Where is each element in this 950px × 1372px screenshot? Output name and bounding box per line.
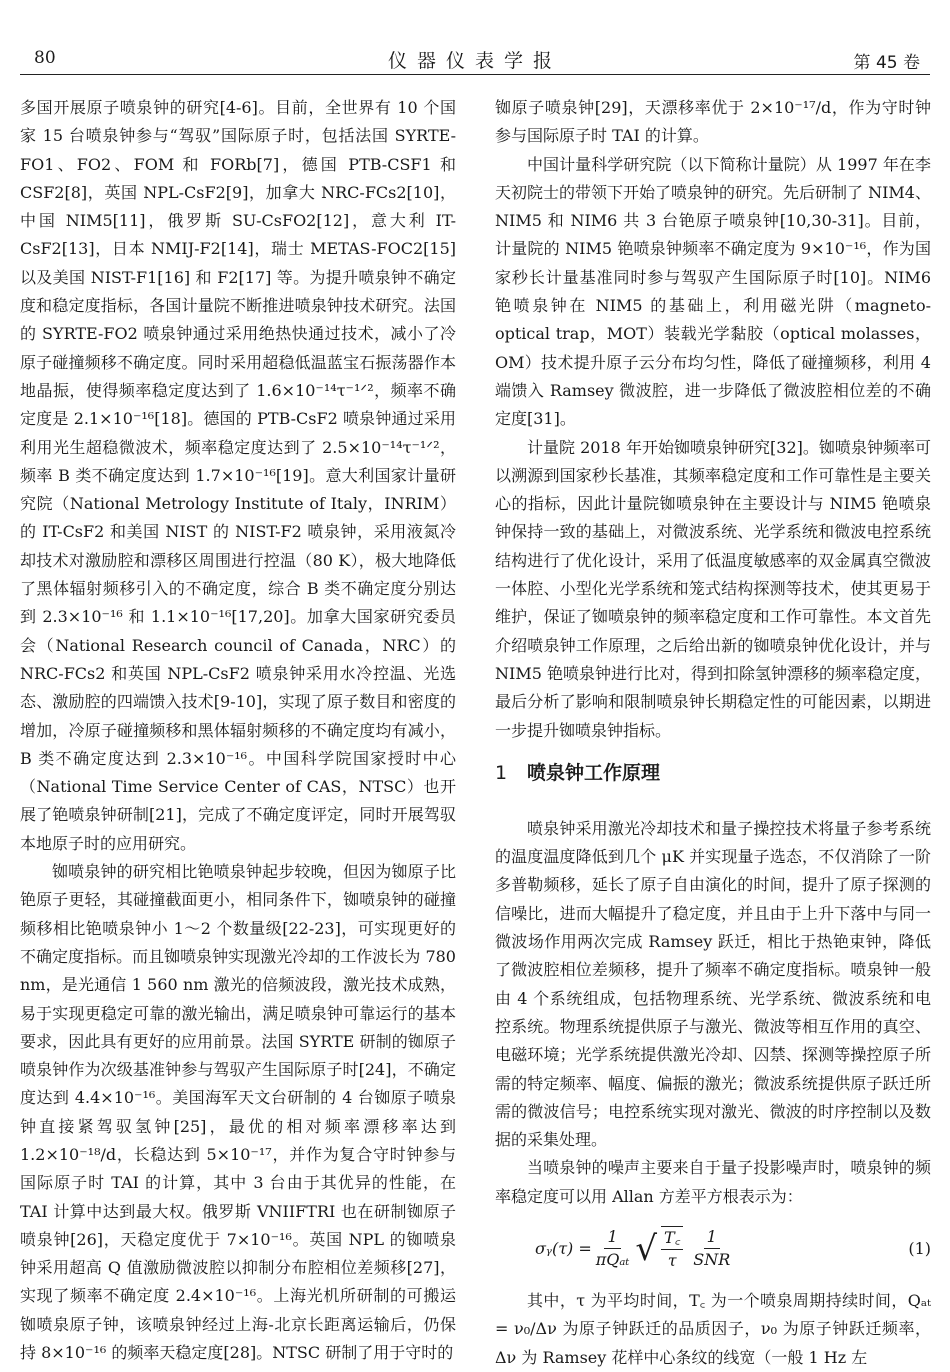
page-header <box>20 42 930 75</box>
equation-number: (1) <box>908 1238 931 1258</box>
fraction <box>693 1226 730 1271</box>
numerator: 1 <box>704 1226 720 1249</box>
right-column <box>495 94 931 1372</box>
denominator: πQₐₜ <box>595 1250 630 1270</box>
numerator: 1 <box>604 1226 620 1249</box>
fraction <box>596 1226 630 1271</box>
section-heading <box>495 759 931 787</box>
paragraph: 多国开展原子喷泉钟的研究[4-6]。目前，全世界有 10 个国家 15 台喷泉钟参与“驾驭”国际原子时，包括法国 SYRTE-FO1、FO2、FOM 和 FORb[7]，德国 PTB-CSF1 和 CSF2[8]，英国 NPL-CsF2[9]，加拿大 NRC-FCs2[10]，中国 NIM5[11]，俄罗斯 SU-CsFO2[12]，意大利 IT-CsF2[13]，日本 NMIJ-F2[14]，瑞士 METAS-FOC2[15] 以及美国 NIST-F1[16] 和 F2[17] 等。为提升喷泉钟不确定度和稳定度指标，各国计量院不断推进喷泉钟技术研究。法国的 SYRTE-FO2 喷泉钟通过采用绝热快通过技术，减小了冷原子碰撞频移不确定度。同时采用超稳低温蓝宝石振荡器作本地晶振，使得频率稳定度达到了 1.6×10⁻¹⁴τ⁻¹ᐟ²，频率不确定度是 2.1×10⁻¹⁶[18]。德国的 PTB-CsF2 喷泉钟通过采用利用光生超稳微波术，频率稳定度达到了 2.5×10⁻¹⁴τ⁻¹ᐟ²，频率 B 类不确定度达到 1.7×10⁻¹⁶[19]。意大利国家计量研究院（National Metrology Institute of Italy，INRIM）的 IT-CsF2 和美国 NIST 的 NIST-F2 喷泉钟，采用液氮冷却技术对激励腔和漂移区周围进行控温（80 K），极大地降低了黑体辐射频移引入的不确定度，综合 B 类不确定度分别达到 2.3×10⁻¹⁶ 和 1.1×10⁻¹⁶[17,20]。加拿大国家研究委员会（National Research council of Canada，NRC）的 NRC-FCs2 和英国 NPL-CsF2 喷泉钟采用水冷控温、光选态、激励腔的四端馈入技术[9-10]，实现了原子数目和密度的增加，冷原子碰撞频移和黑体辐射频移的不确定度均有减小，B 类不确定度达到 2.3×10⁻¹⁶。中国科学院国家授时中心（National Time Service Center of CAS，NTSC）也开展了铯喷泉钟研制[21]，完成了不确定度评定，同时开展驾驭本地原子时的应用研究。 <box>20 98 456 853</box>
section-number: 1 <box>495 761 508 784</box>
journal-title: 仪器仪表学报 <box>387 50 562 72</box>
fraction <box>661 1226 683 1272</box>
radical-sign-icon: √ <box>635 1228 658 1269</box>
page-number: 80 <box>34 48 56 68</box>
square-root <box>635 1226 687 1272</box>
volume-label: 第 45 卷 <box>853 53 920 73</box>
denominator: τ <box>667 1250 677 1270</box>
equation-1 <box>495 1219 931 1279</box>
paragraph: 喷泉钟采用激光冷却技术和量子操控技术将量子参考系统的温度温度降低到几个 μK 并实现量子选态，不仅消除了一阶多普勒频移，延长了原子自由演化的时间，提升了原子探测的信噪比，进而大幅提升了稳定度，并且由于上升下落中与同一微波场作用两次完成 Ramsey 跃迁，相比于热铯束钟，降低了微波腔相位差频移，提升了频率不确定度指标。喷泉钟一般由 4 个系统组成，包括物理系统、光学系统、微波系统和电控系统。物理系统提供原子与激光、微波等相互作用的真空、电磁环境；光学系统提供激光冷却、囚禁、探测等操控原子所需的特定频率、幅度、偏振的激光；微波系统提供原子跃迁所需的微波信号；电控系统实现对激光、微波的时序控制以及数据的采集处理。 <box>495 818 931 1150</box>
paragraph: 当喷泉钟的噪声主要来自于量子投影噪声时，喷泉钟的频率稳定度可以用 Allan 方差平方根表示为： <box>495 1158 931 1206</box>
equation-lhs: σᵧ(τ) = <box>535 1238 592 1258</box>
paragraph: 铷原子喷泉钟[29]，天漂移率优于 2×10⁻¹⁷/d，作为守时钟参与国际原子时 TAI 的计算。 <box>495 98 931 146</box>
numerator: T꜀ <box>661 1227 683 1250</box>
section-title: 喷泉钟工作原理 <box>527 761 661 784</box>
left-column <box>20 94 456 1367</box>
paragraph: 铷喷泉钟的研究相比铯喷泉钟起步较晚，但因为铷原子比铯原子更轻，其碰撞截面更小，相同条件下，铷喷泉钟的碰撞频移相比铯喷泉钟小 1～2 个数量级[22-23]，可实现更好的不确定度指标。而且铷喷泉钟实现激光冷却的工作波长为 780 nm，是光通信 1 560 nm 激光的倍频波段，激光技术成熟，易于实现更稳定可靠的激光输出，满足喷泉钟可靠运行的基本要求，因此具有更好的应用前景。法国 SYRTE 研制的铷原子喷泉钟作为次级基准钟参与驾驭产生国际原子时[24]，不确定度达到 4.4×10⁻¹⁶。美国海军天文台研制的 4 台铷原子喷泉钟直接紧驾驭氢钟[25]，最优的相对频率漂移率达到 1.2×10⁻¹⁸/d，长稳达到 5×10⁻¹⁷，并作为复合守时钟参与国际原子时 TAI 的计算，其中 3 台由于其优异的性能，在 TAI 计算中达到最大权。俄罗斯 VNIIFTRI 也在研制铷原子喷泉钟[26]，天稳定度优于 7×10⁻¹⁶。英国 NPL 的铷喷泉钟采用超高 Q 值激励微波腔以抑制分布腔相位差频移[27]，实现了频率不确定度 2.4×10⁻¹⁶。上海光机所研制的可搬运铷喷泉原子钟，该喷泉钟经过上海-北京长距离运输后，仍保持 8×10⁻¹⁶ 的频率天稳定度[28]。NTSC 研制了用于守时的 <box>20 862 456 1363</box>
denominator: SNR <box>693 1250 731 1270</box>
paragraph: 其中，τ 为平均时间，T꜀ 为一个喷泉周期持续时间，Qₐₜ = ν₀/Δν 为原子钟跃迁的品质因子，ν₀ 为原子钟跃迁频率，Δν 为 Ramsey 花样中心条纹的线宽（一般 1 Hz 左 <box>495 1290 931 1367</box>
paragraph: 中国计量科学研究院（以下简称计量院）从 1997 年在李天初院士的带领下开始了喷泉钟的研究。先后研制了 NIM4、NIM5 和 NIM6 共 3 台铯原子喷泉钟[10,30-31]。目前，计量院的 NIM5 铯喷泉钟频率不确定度为 9×10⁻¹⁶，作为国家秒长计量基准同时参与驾驭产生国际原子时[10]。NIM6 铯喷泉钟在 NIM5 的基础上，利用磁光阱（magneto-optical trap，MOT）装载光学黏胶（optical molasses，OM）技术提升原子云分布均匀性，降低了碰撞频移，利用 4 端馈入 Ramsey 微波腔，进一步降低了微波腔相位差的不确定度[31]。 <box>495 154 931 429</box>
paragraph: 计量院 2018 年开始铷喷泉钟研究[32]。铷喷泉钟频率可以溯源到国家秒长基准，其频率稳定度和工作可靠性是主要关心的指标，因此计量院铷喷泉钟在主要设计与 NIM5 铯喷泉钟保持一致的基础上，对微波系统、光学系统和微波电控系统结构进行了优化设计，采用了低温度敏感率的双金属真空微波一体腔、小型化光学系统和笼式结构探测等技术，使其更易于维护，保证了铷喷泉钟的频率稳定度和工作可靠性。本文首先介绍喷泉钟工作原理，之后给出新的铷喷泉钟优化设计，并与 NIM5 铯喷泉钟进行比对，得到扣除氢钟漂移的频率稳定度，最后分析了影响和限制喷泉钟长期稳定性的可能因素，以期进一步提升铷喷泉钟指标。 <box>495 437 931 740</box>
